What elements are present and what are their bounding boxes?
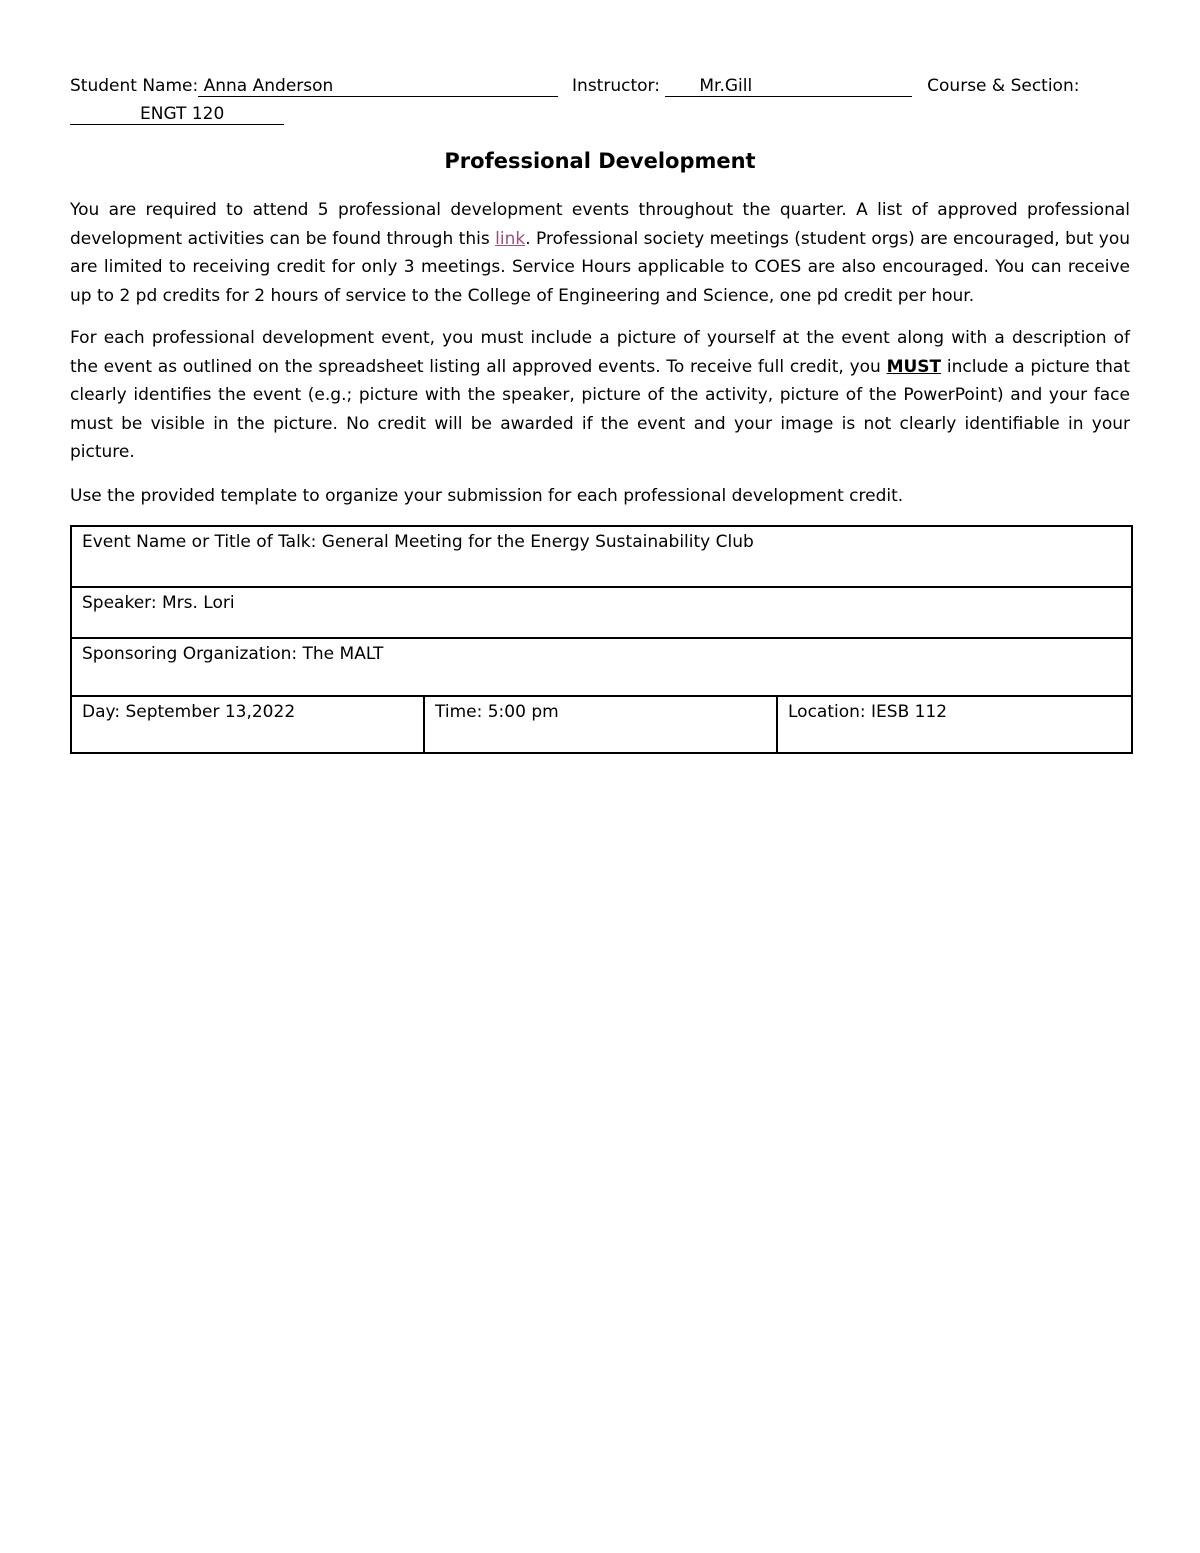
instructions-paragraph-3: Use the provided template to organize your submission for each professional development credit. — [70, 486, 904, 506]
instructions-paragraph-1 — [70, 196, 1130, 310]
event-template-table — [70, 525, 1133, 754]
paragraph-2-text-cont: include a picture that clearly identifies the event (e.g.; picture with the speaker, picture of the activity, picture of the PowerPoint) and your face must be visible in the picture. No credit will be awarded if the event and your image is not clearly identifiable in your picture. — [70, 356, 1130, 462]
instructor-value: Mr.Gill — [699, 76, 753, 96]
table-row — [71, 526, 1132, 587]
header-line — [70, 72, 1130, 100]
instructions-paragraph-2 — [70, 324, 1130, 467]
course-section-label: Course & Section: — [927, 76, 1080, 96]
table-row — [71, 696, 1132, 753]
sponsor-cell[interactable]: Sponsoring Organization: The MALT — [71, 638, 1132, 696]
course-section-value: ENGT 120 — [140, 104, 225, 124]
header-line-2 — [70, 100, 1130, 128]
approved-activities-link[interactable]: link — [495, 228, 526, 249]
location-cell[interactable]: Location: IESB 112 — [777, 696, 1132, 753]
time-cell[interactable]: Time: 5:00 pm — [424, 696, 777, 753]
table-row — [71, 638, 1132, 696]
student-name-field[interactable] — [198, 76, 558, 97]
event-name-cell[interactable]: Event Name or Title of Talk: General Meeting for the Energy Sustainability Club — [71, 526, 1132, 587]
paragraph-1-text-cont: . Professional society meetings (student orgs) are encouraged, but you are limited to receiving credit for only 3 meetings. Service Hours applicable to COES are also encouraged. You can receive up to 2 pd credits for 2 hours of service to the College of Engineering and Science, one pd credit per hour. — [70, 228, 1130, 306]
table-row — [71, 587, 1132, 638]
course-section-field[interactable] — [70, 104, 284, 125]
must-emphasis: MUST — [886, 356, 942, 377]
student-name-label: Student Name: — [70, 76, 199, 96]
speaker-cell[interactable]: Speaker: Mrs. Lori — [71, 587, 1132, 638]
instructor-field[interactable] — [665, 76, 912, 97]
paragraph-2-text: For each professional development event, you must include a picture of yourself at the event along with a description of the event as outlined on the spreadsheet listing all approved events. To receive full credit, you — [70, 328, 1130, 377]
day-cell[interactable]: Day: September 13,2022 — [71, 696, 424, 753]
instructor-label: Instructor: — [572, 76, 660, 96]
student-name-value: Anna Anderson — [203, 76, 334, 96]
page-title: Professional Development — [444, 149, 756, 173]
paragraph-1-text: You are required to attend 5 professional development events throughout the quarter. A list of approved professional development activities can be found through this — [70, 200, 1130, 249]
